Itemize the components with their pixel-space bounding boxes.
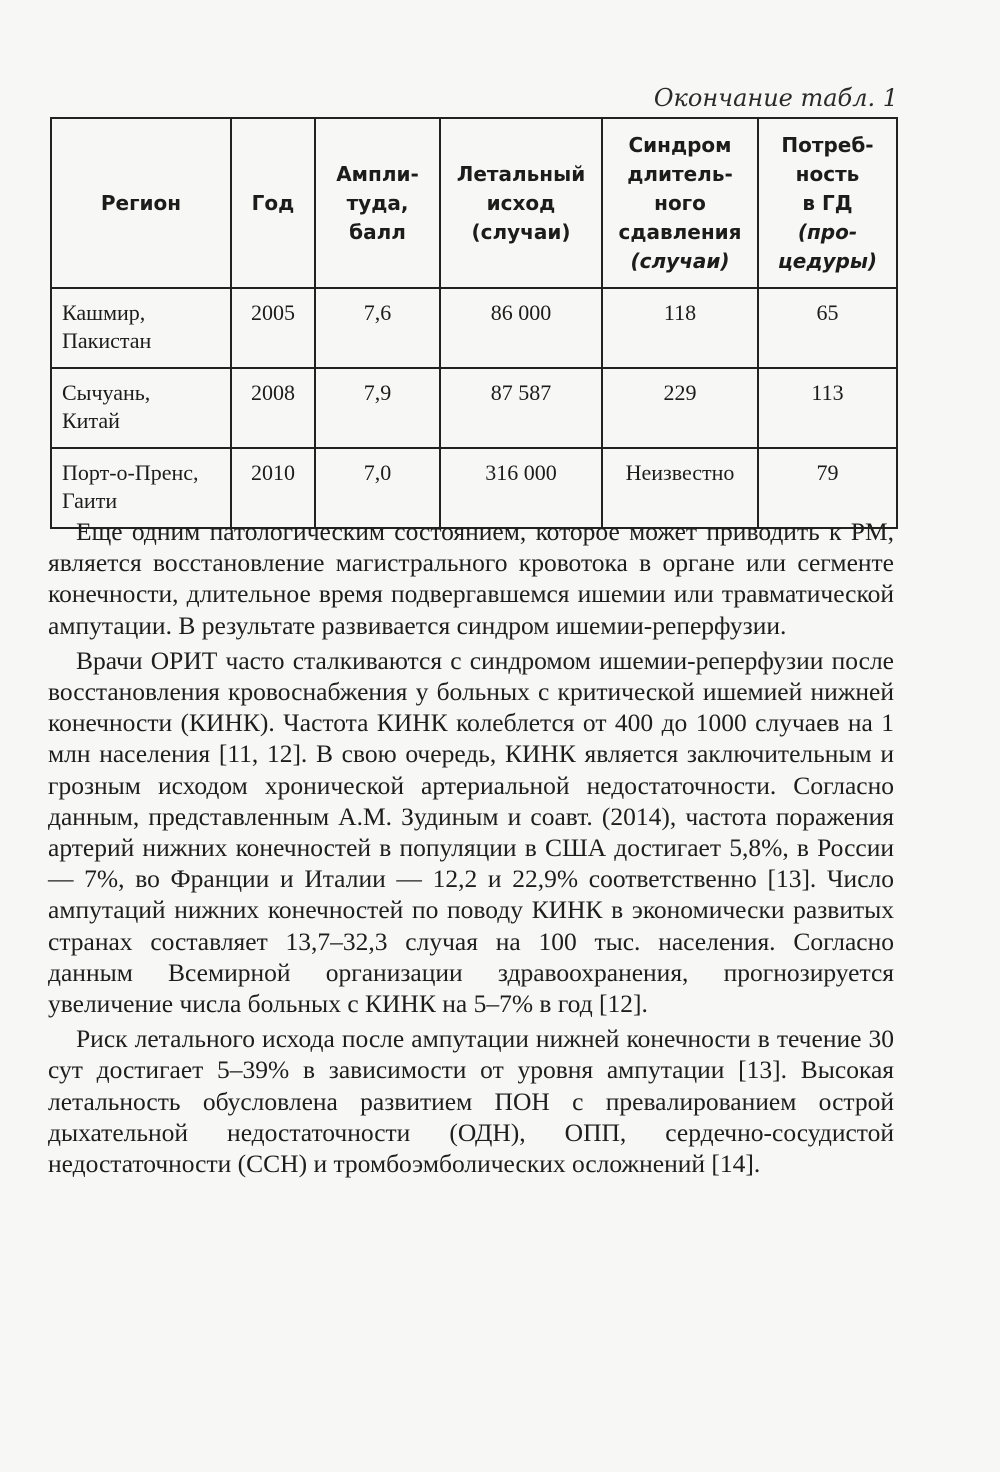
header-year: Год bbox=[231, 118, 315, 288]
table-row bbox=[51, 368, 897, 448]
cell-year: 2005 bbox=[231, 288, 315, 368]
body-text bbox=[48, 516, 894, 1183]
cell-hd: 79 bbox=[758, 448, 897, 528]
cell-amplitude: 7,0 bbox=[315, 448, 440, 528]
data-table bbox=[50, 117, 898, 529]
paragraph: Еще одним патологическим состоянием, которое может приводить к РМ, является восстановление магистрального кровотока в органе или сегменте конечности, длительное время подвергавшемся ишемии или травматической ампутации. В результате развивается синдром ишемии-реперфузии. bbox=[48, 517, 894, 640]
header-deaths: Летальный исход (случаи) bbox=[440, 118, 602, 288]
cell-year: 2008 bbox=[231, 368, 315, 448]
header-hd-need: Потреб- ность в ГД (про- цедуры) bbox=[758, 118, 897, 288]
cell-region: Порт-о-Пренс, Гаити bbox=[51, 448, 231, 528]
table-header-row bbox=[51, 118, 897, 288]
header-crush-syndrome: Синдром длитель- ного сдавления (случаи) bbox=[602, 118, 758, 288]
cell-hd: 113 bbox=[758, 368, 897, 448]
cell-hd: 65 bbox=[758, 288, 897, 368]
paragraph: Риск летального исхода после ампутации нижней конечности в течение 30 сут достигает 5–39% в зависимости от уровня ампутации [13]. Высокая летальность обусловлена развитием ПОН с превалированием острой дыхательной недостаточности (ОДН), ОПП, сердечно-сосудистой недостаточности (ССН) и тромбоэмболических осложнений [14]. bbox=[48, 1024, 894, 1179]
cell-amplitude: 7,6 bbox=[315, 288, 440, 368]
paragraph: Врачи ОРИТ часто сталкиваются с синдромом ишемии-реперфузии после восстановления кровоснабжения у больных с критической ишемией нижней конечности (КИНК). Частота КИНК колеблется от 400 до 1000 случаев на 1 млн населения [11, 12]. В свою очередь, КИНК является заключительным и грозным исходом хронической артериальной недостаточности. Согласно данным, представленным А.М. Зудиным и соавт. (2014), частота поражения артерий нижних конечностей в популяции в США достигает 5,8%, в России — 7%, во Франции и Италии — 12,2 и 22,9% соответственно [13]. Число ампутаций нижних конечностей по поводу КИНК в экономически развитых странах составляет 13,7–32,3 случая на 100 тыс. населения. Согласно данным Всемирной организации здравоохранения, прогнозируется увеличение числа больных с КИНК на 5–7% в год [12]. bbox=[48, 645, 894, 1019]
cell-crush: Неизвестно bbox=[602, 448, 758, 528]
cell-region: Сычуань, Китай bbox=[51, 368, 231, 448]
cell-amplitude: 7,9 bbox=[315, 368, 440, 448]
cell-year: 2010 bbox=[231, 448, 315, 528]
cell-crush: 118 bbox=[602, 288, 758, 368]
cell-deaths: 86 000 bbox=[440, 288, 602, 368]
table-row bbox=[51, 288, 897, 368]
table-caption: Окончание табл. 1 bbox=[653, 84, 898, 112]
cell-deaths: 87 587 bbox=[440, 368, 602, 448]
cell-deaths: 316 000 bbox=[440, 448, 602, 528]
cell-region: Кашмир, Пакистан bbox=[51, 288, 231, 368]
cell-crush: 229 bbox=[602, 368, 758, 448]
header-amplitude: Ампли- туда, балл bbox=[315, 118, 440, 288]
header-region: Регион bbox=[51, 118, 231, 288]
